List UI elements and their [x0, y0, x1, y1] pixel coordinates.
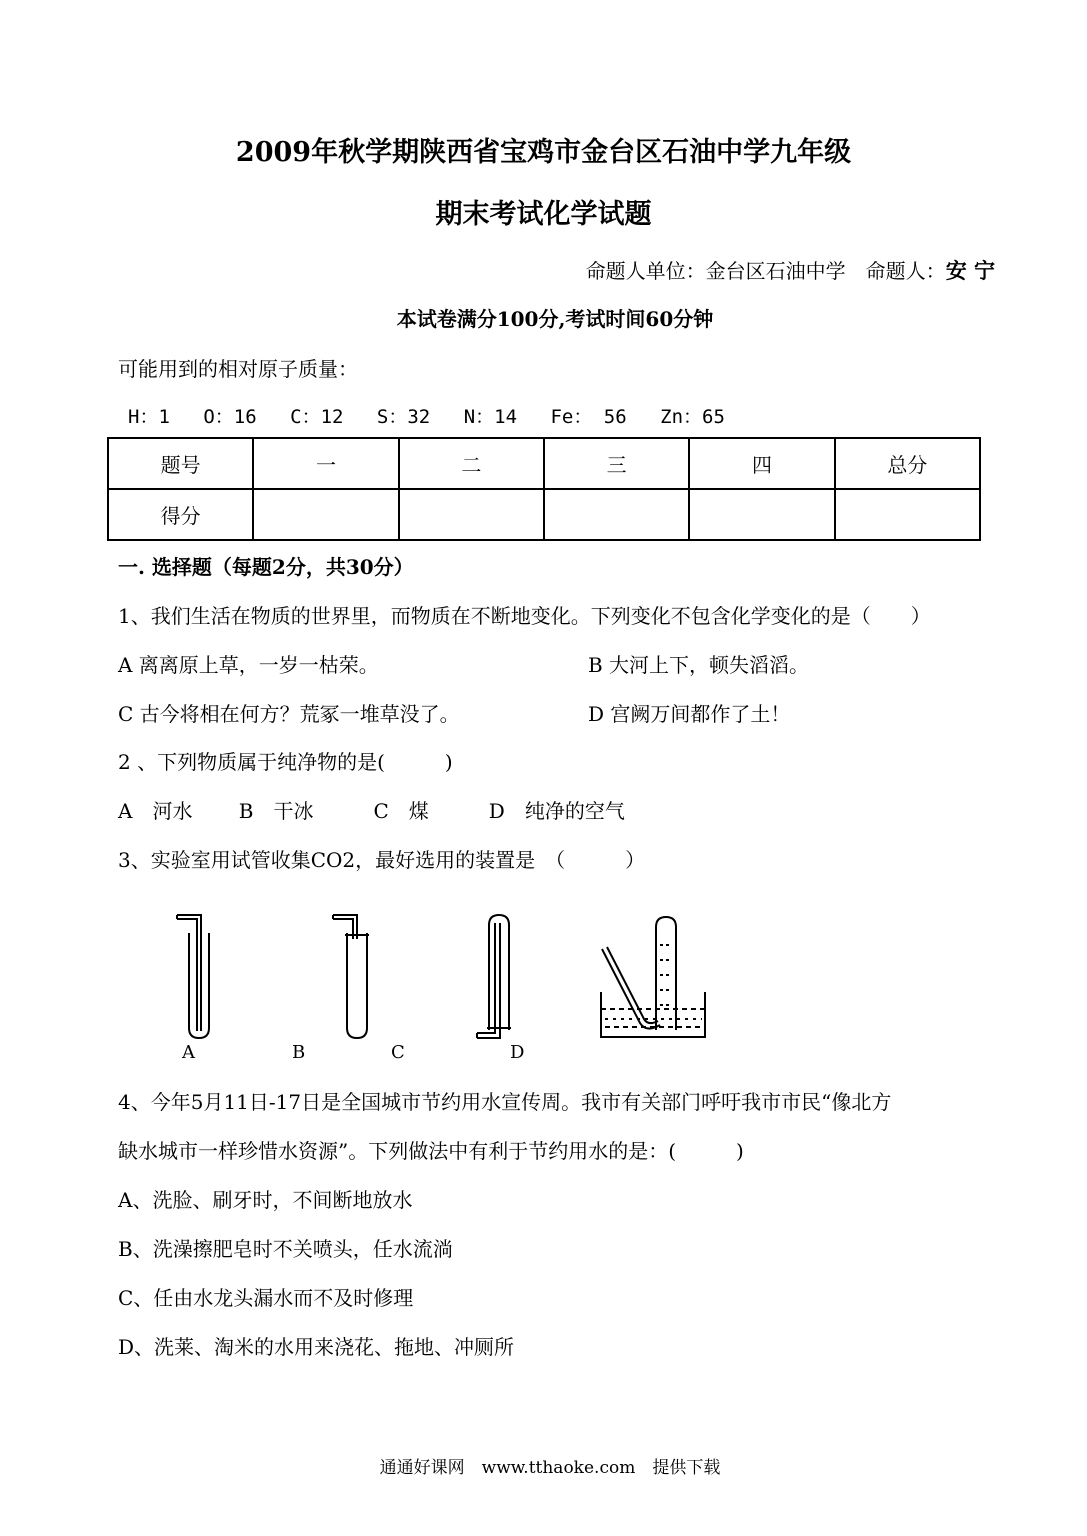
header-cell: 二 — [399, 438, 544, 489]
score-table-header-row — [108, 438, 980, 489]
mass-zn: Zn：65 — [660, 406, 725, 428]
mass-fe: Fe： 56 — [550, 406, 627, 428]
q2-stem: 2 、下列物质属于纯净物的是( ) — [118, 750, 453, 774]
q1-option-c: C 古今将相在何方？荒冢一堆草没了。 — [118, 702, 460, 726]
full-score-note: 本试卷满分100分,考试时间60分钟 — [396, 307, 714, 331]
label-a: A — [182, 1042, 195, 1063]
apparatus-d — [601, 917, 705, 1037]
header-cell: 一 — [253, 438, 398, 489]
q4-option-d: D、洗莱、淘米的水用来浇花、拖地、冲厕所 — [118, 1335, 515, 1359]
label-c: C — [391, 1042, 405, 1063]
q1-option-d: D 宫阙万间都作了土！ — [588, 702, 791, 726]
row-label-cell: 得分 — [108, 489, 253, 540]
mass-n: N：14 — [463, 406, 518, 428]
q2-options: A 河水 B 干冰 C 煤 D 纯净的空气 — [118, 799, 625, 823]
q1-stem: 1、我们生活在物质的世界里，而物质在不断地变化。下列变化不包含化学变化的是（ ） — [118, 604, 931, 628]
section-1-heading: 一. 选择题（每题2分，共30分） — [118, 555, 414, 579]
mass-o: O：16 — [203, 406, 257, 428]
score-table-score-row — [108, 489, 980, 540]
score-cell — [253, 489, 398, 540]
apparatus-c — [477, 915, 511, 1038]
title-line-2: 期末考试化学试题 — [435, 199, 652, 230]
title-line-1: 2009年秋学期陕西省宝鸡市金台区石油中学九年级 — [235, 137, 852, 168]
header-cell: 总分 — [835, 438, 980, 489]
q3-stem: 3、实验室用试管收集CO2，最好选用的装置是 （ ） — [118, 848, 646, 872]
q4-stem-line-2: 缺水城市一样珍惜水资源”。下列做法中有利于节约用水的是：( ) — [118, 1139, 744, 1163]
author-name: 安 宁 — [945, 258, 995, 283]
apparatus-b — [333, 915, 369, 1038]
author-unit: 命题人单位：金台区石油中学 命题人： — [585, 259, 946, 283]
score-cell — [835, 489, 980, 540]
masses-label: 可能用到的相对原子质量： — [118, 357, 358, 381]
gas-collection-apparatus-figure — [140, 905, 720, 1065]
score-cell — [689, 489, 834, 540]
score-cell — [399, 489, 544, 540]
q4-option-c: C、任由水龙头漏水而不及时修理 — [118, 1286, 414, 1310]
q1-option-a: A 离离原上草，一岁一枯荣。 — [118, 653, 379, 677]
q4-stem-line-1: 4、今年5月11日-17日是全国城市节约用水宣传周。我市有关部门呼吁我市市民“像北方 — [118, 1090, 892, 1114]
footer-download-note: 通通好课网 www.tthaoke.com 提供下载 — [379, 1458, 721, 1478]
q1-option-b: B 大河上下，顿失滔滔。 — [588, 653, 810, 677]
q4-option-b: B、洗澡擦肥皂时不关喷头，任水流淌 — [118, 1237, 453, 1261]
mass-c: C：12 — [290, 406, 344, 428]
mass-s: S：32 — [376, 406, 431, 428]
label-d: D — [510, 1042, 525, 1063]
score-cell — [544, 489, 689, 540]
score-table — [107, 437, 981, 541]
q4-option-a: A、洗脸、刷牙时，不间断地放水 — [118, 1188, 413, 1212]
mass-h: H：1 — [128, 406, 170, 428]
header-cell: 三 — [544, 438, 689, 489]
header-cell: 四 — [689, 438, 834, 489]
header-cell: 题号 — [108, 438, 253, 489]
author-info — [586, 255, 995, 285]
apparatus-a — [177, 915, 209, 1038]
label-b: B — [292, 1042, 306, 1063]
atomic-masses — [128, 402, 747, 429]
